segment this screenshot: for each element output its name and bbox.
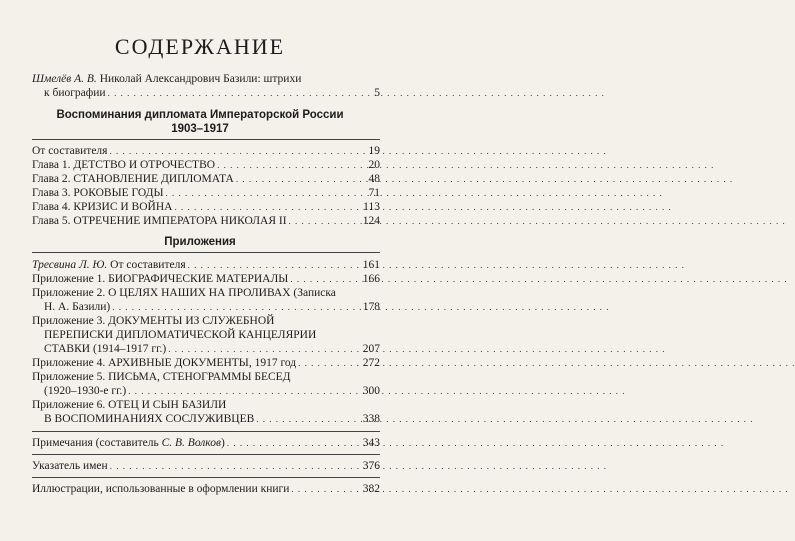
leader-dots [165, 186, 366, 200]
section1-rule [32, 139, 380, 140]
toc-entry-page: 338 [362, 413, 380, 425]
notes-author: С. В. Волков [161, 437, 221, 449]
toc-entry-page: 382 [362, 483, 380, 495]
intro-author: Шмелёв А. В. [32, 73, 97, 85]
leader-dots [217, 158, 366, 172]
toc-entry-label: Приложение 4. АРХИВНЫЕ ДОКУМЕНТЫ, 1917 год [32, 357, 297, 369]
toc-entry-label: Глава 3. РОКОВЫЕ ГОДЫ [32, 187, 164, 199]
intro-title-line2: к биографии [44, 87, 106, 99]
intro-entry-line1 [32, 72, 380, 86]
app2-line1: Приложение 2. О ЦЕЛЯХ НАШИХ НА ПРОЛИВАХ (Записка [32, 287, 336, 299]
toc-entry-page: 343 [362, 437, 380, 449]
leader-dots [174, 200, 361, 214]
toc-entry-page: 178 [362, 301, 380, 313]
leader-dots [291, 482, 360, 496]
intro-entry-line2[interactable] [44, 86, 380, 100]
toc-entry-page: 161 [362, 259, 380, 271]
toc-entry-illustrations[interactable] [32, 482, 380, 496]
leader-dots [188, 258, 361, 272]
illustrations-rule [32, 477, 380, 478]
leader-dots [289, 214, 361, 228]
tresvina-label: От составителя [110, 259, 186, 271]
leader-dots [256, 412, 360, 426]
toc-entry-app1[interactable] [32, 272, 380, 286]
toc-entry-label: СТАВКИ (1914–1917 гг.) [44, 343, 167, 355]
leader-dots [290, 272, 360, 286]
leader-dots [168, 342, 361, 356]
notes-rule [32, 431, 380, 432]
toc-entry-page: 113 [363, 201, 380, 213]
toc-entry[interactable] [32, 214, 380, 228]
toc-entry[interactable] [32, 144, 380, 158]
toc-entry[interactable] [32, 186, 380, 200]
toc-entry-page: 272 [362, 357, 380, 369]
toc-entry-label: Н. А. Базили) [44, 301, 111, 313]
toc-entry-page: 19 [368, 145, 380, 157]
toc-entry-label: Указатель имен [32, 460, 108, 472]
toc-entry-page: 71 [368, 187, 380, 199]
leader-dots [128, 384, 361, 398]
toc-entry[interactable] [32, 172, 380, 186]
app5-line1: Приложение 5. ПИСЬМА, СТЕНОГРАММЫ БЕСЕД [32, 371, 291, 383]
intro-page: 5 [374, 87, 380, 99]
section2-heading: Приложения [164, 236, 236, 248]
index-rule [32, 454, 380, 455]
toc-entry-app4[interactable] [32, 356, 380, 370]
leader-dots [236, 172, 367, 186]
toc-entry-page: 20 [368, 159, 380, 171]
toc-entry-label: Приложение 1. БИОГРАФИЧЕСКИЕ МАТЕРИАЛЫ [32, 273, 289, 285]
leader-dots [108, 86, 373, 100]
toc-entry-label: Глава 4. КРИЗИС И ВОЙНА [32, 201, 173, 213]
toc-entry-app3[interactable] [44, 342, 380, 356]
notes-close: ) [220, 437, 225, 449]
toc-entry-page: 48 [368, 173, 380, 185]
toc-entry-label [32, 436, 225, 450]
leader-dots [110, 459, 361, 473]
toc-entry-label: Глава 1. ДЕТСТВО И ОТРОЧЕСТВО [32, 159, 216, 171]
app3-line1: Приложение 3. ДОКУМЕНТЫ ИЗ СЛУЖЕБНОЙ [32, 315, 275, 327]
toc-entry-tresvina[interactable] [32, 258, 380, 272]
toc-entry-page: 166 [362, 273, 380, 285]
toc-entry[interactable] [32, 158, 380, 172]
leader-dots [109, 144, 366, 158]
notes-label: Примечания (составитель [32, 437, 159, 449]
toc-entry-page: 300 [362, 385, 380, 397]
toc-entry-app2[interactable] [44, 300, 380, 314]
toc-entry-app6[interactable] [44, 412, 380, 426]
toc-entry-label: (1920–1930-е гг.) [44, 385, 127, 397]
toc-entry-label [32, 258, 186, 272]
leader-dots [112, 300, 361, 314]
toc-entry-page: 124 [362, 215, 380, 227]
section1-heading-line2: 1903–1917 [171, 123, 229, 135]
section2-rule [32, 252, 380, 253]
section1-heading-line1: Воспоминания дипломата Императорской России [56, 109, 344, 121]
toc-entry-index[interactable] [32, 459, 380, 473]
toc-entry[interactable] [32, 200, 380, 214]
toc-entry-page: 207 [362, 343, 380, 355]
toc-entry-notes[interactable] [32, 436, 380, 450]
app3-line2: ПЕРЕПИСКИ ДИПЛОМАТИЧЕСКОЙ КАНЦЕЛЯРИИ [44, 329, 317, 341]
toc-entry-page: 376 [362, 460, 380, 472]
leader-dots [227, 436, 361, 450]
page-title: СОДЕРЖАНИЕ [114, 34, 286, 59]
toc-entry-label: Глава 2. СТАНОВЛЕНИЕ ДИПЛОМАТА [32, 173, 234, 185]
app6-line1: Приложение 6. ОТЕЦ И СЫН БАЗИЛИ [32, 399, 227, 411]
leader-dots [298, 356, 361, 370]
toc-entry-label: От составителя [32, 145, 108, 157]
intro-title-line1: Николай Александрович Базили: штрихи [99, 73, 302, 85]
toc-entry-app5[interactable] [44, 384, 380, 398]
toc-entry-label: Глава 5. ОТРЕЧЕНИЕ ИМПЕРАТОРА НИКОЛАЯ II [32, 215, 287, 227]
toc-entry-label: В ВОСПОМИНАНИЯХ СОСЛУЖИВЦЕВ [44, 413, 255, 425]
tresvina-author: Тресвина Л. Ю. [32, 259, 108, 271]
toc-entry-label: Иллюстрации, использованные в оформлении книги [32, 483, 290, 495]
